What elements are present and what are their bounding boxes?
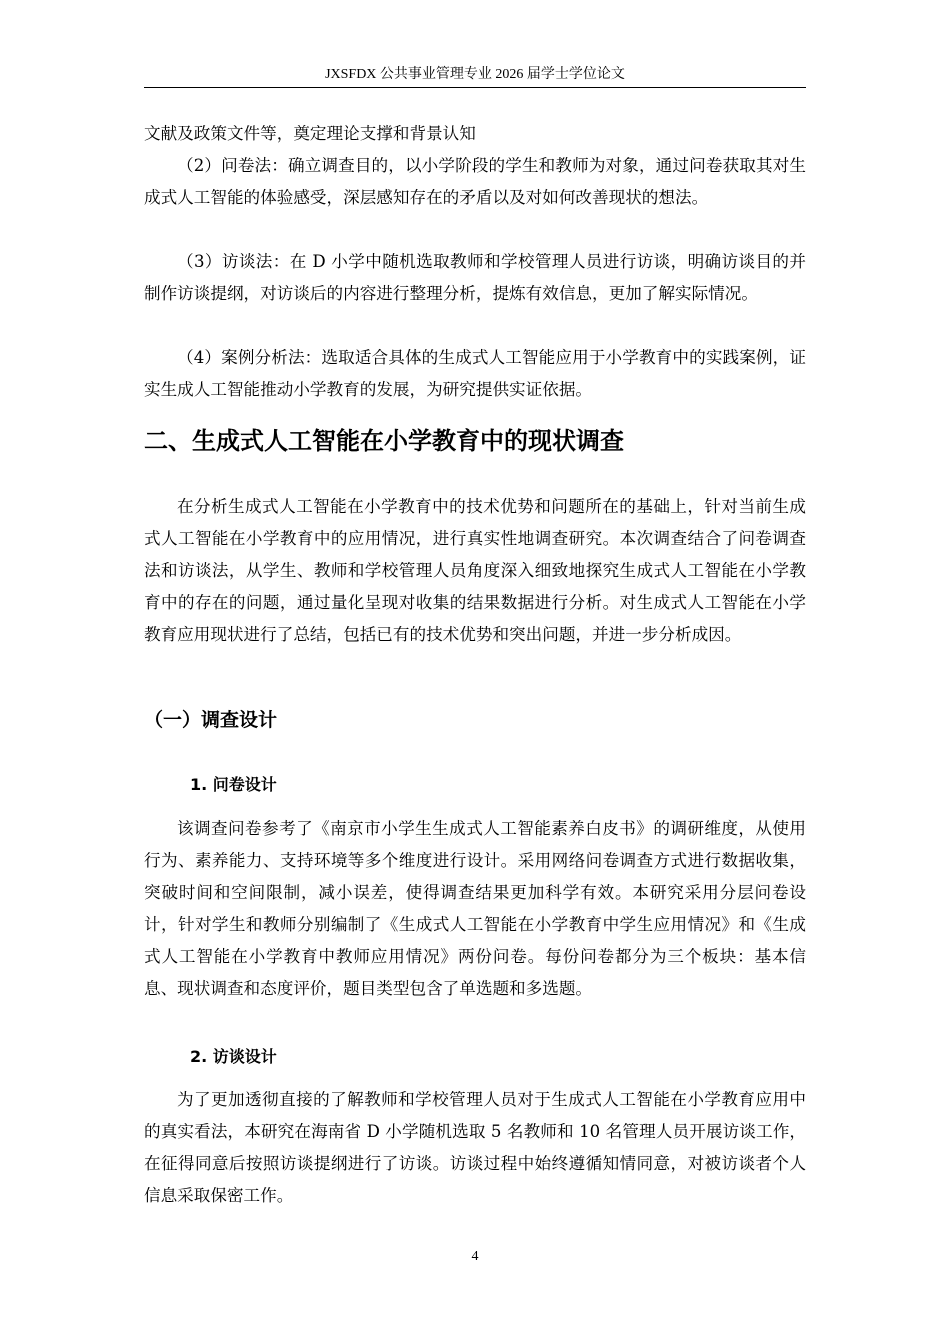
paragraph-interview-method: （3）访谈法：在 D 小学中随机选取教师和学校管理人员进行访谈，明确访谈目的并制作访谈提纲，对访谈后的内容进行整理分析，提炼有效信息，更加了解实际情况。	[144, 252, 806, 303]
paragraph-chapter-intro: 在分析生成式人工智能在小学教育中的技术优势和问题所在的基础上，针对当前生成式人工智能在小学教育中的应用情况，进行真实性地调查研究。本次调查结合了问卷调查法和访谈法，从学生、教师和学校管理人员角度深入细致地探究生成式人工智能在小学教育中的存在的问题，通过量化呈现对收集的结果数据进行分析。对生成式人工智能在小学教育应用现状进行了总结，包括已有的技术优势和突出问题，并进一步分析成因。	[144, 497, 806, 644]
section-heading: （一）调查设计	[144, 709, 278, 731]
paragraph-questionnaire-design: 该调查问卷参考了《南京市小学生生成式人工智能素养白皮书》的调研维度，从使用行为、素养能力、支持环境等多个维度进行设计。采用网络问卷调查方式进行数据收集，突破时间和空间限制，减小误差，使得调查结果更加科学有效。本研究采用分层问卷设计，针对学生和教师分别编制了《生成式人工智能在小学教育中学生应用情况》和《生成式人工智能在小学教育中教师应用情况》两份问卷。每份问卷都分为三个板块：基本信息、现状调查和态度评价，题目类型包含了单选题和多选题。	[144, 819, 806, 998]
chapter-heading: 二、生成式人工智能在小学教育中的现状调查	[144, 427, 624, 455]
subsection-heading-interview: 2. 访谈设计	[190, 1047, 277, 1066]
page-number: 4	[471, 1249, 479, 1264]
running-header: JXSFDX 公共事业管理专业 2026 届学士学位论文	[325, 67, 625, 82]
paragraph-continuation: 文献及政策文件等，奠定理论支撑和背景认知	[144, 124, 476, 143]
paragraph-questionnaire-method: （2）问卷法：确立调查目的，以小学阶段的学生和教师为对象，通过问卷获取其对生成式人工智能的体验感受，深层感知存在的矛盾以及对如何改善现状的想法。	[144, 156, 806, 207]
subsection-heading-questionnaire: 1. 问卷设计	[190, 775, 277, 794]
header-rule	[144, 87, 806, 88]
paragraph-interview-design: 为了更加透彻直接的了解教师和学校管理人员对于生成式人工智能在小学教育应用中的真实看法，本研究在海南省 D 小学随机选取 5 名教师和 10 名管理人员开展访谈工作，在征得同意后按照访谈提纲进行了访谈。访谈过程中始终遵循知情同意，对被访谈者个人信息采取保密工作。	[144, 1090, 806, 1205]
paragraph-case-analysis-method: （4）案例分析法：选取适合具体的生成式人工智能应用于小学教育中的实践案例，证实生成人工智能推动小学教育的发展，为研究提供实证依据。	[144, 348, 806, 399]
